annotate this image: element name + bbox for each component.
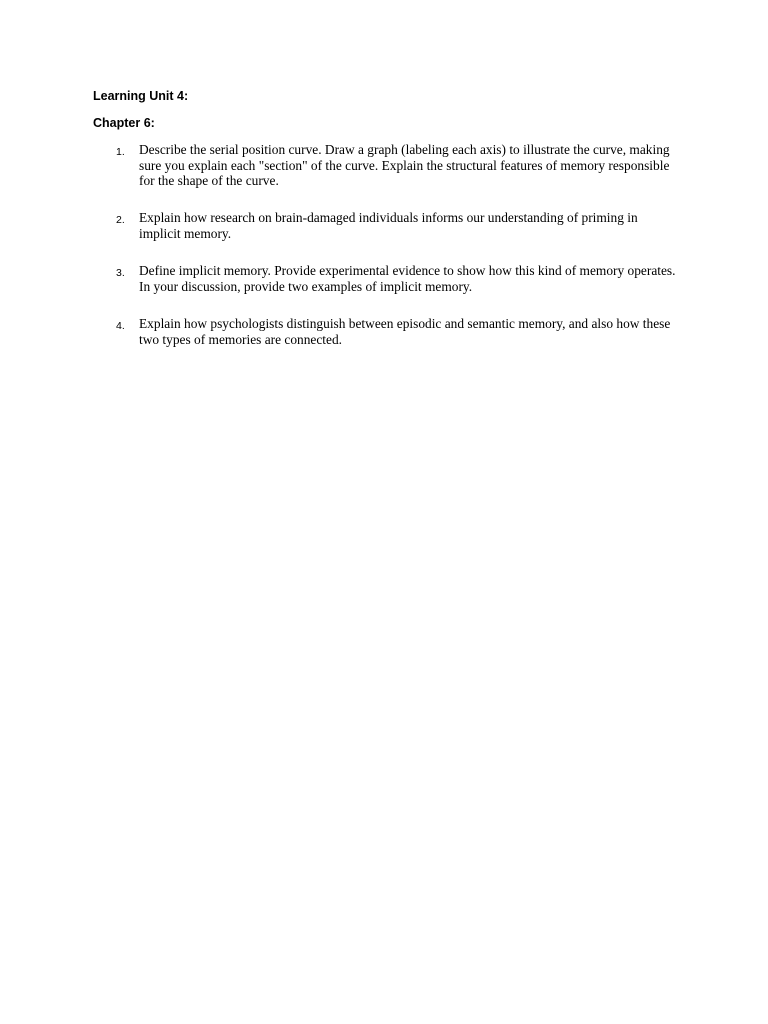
question-number: 3. (116, 267, 125, 279)
question-item (0, 316, 768, 356)
question-text: Explain how research on brain-damaged individuals informs our understanding of priming in implicit memory. (139, 210, 638, 241)
question-item (0, 142, 768, 188)
question-text: Explain how psychologists distinguish between episodic and semantic memory, and also how these two types of memories are connected. (139, 316, 671, 347)
question-number: 1. (116, 146, 125, 158)
chapter-heading: Chapter 6: (93, 116, 155, 130)
question-number: 4. (116, 320, 125, 332)
question-number: 2. (116, 214, 125, 226)
question-item (0, 210, 768, 250)
question-text: Define implicit memory. Provide experimental evidence to show how this kind of memory operates. In your discussion, provide two examples of implicit memory. (139, 263, 676, 294)
question-text: Describe the serial position curve. Draw a graph (labeling each axis) to illustrate the curve, making sure you explain each "section" of the curve. Explain the structural features of memory responsible for the shape of the curve. (139, 142, 670, 188)
unit-heading: Learning Unit 4: (93, 89, 189, 103)
question-item (0, 263, 768, 303)
